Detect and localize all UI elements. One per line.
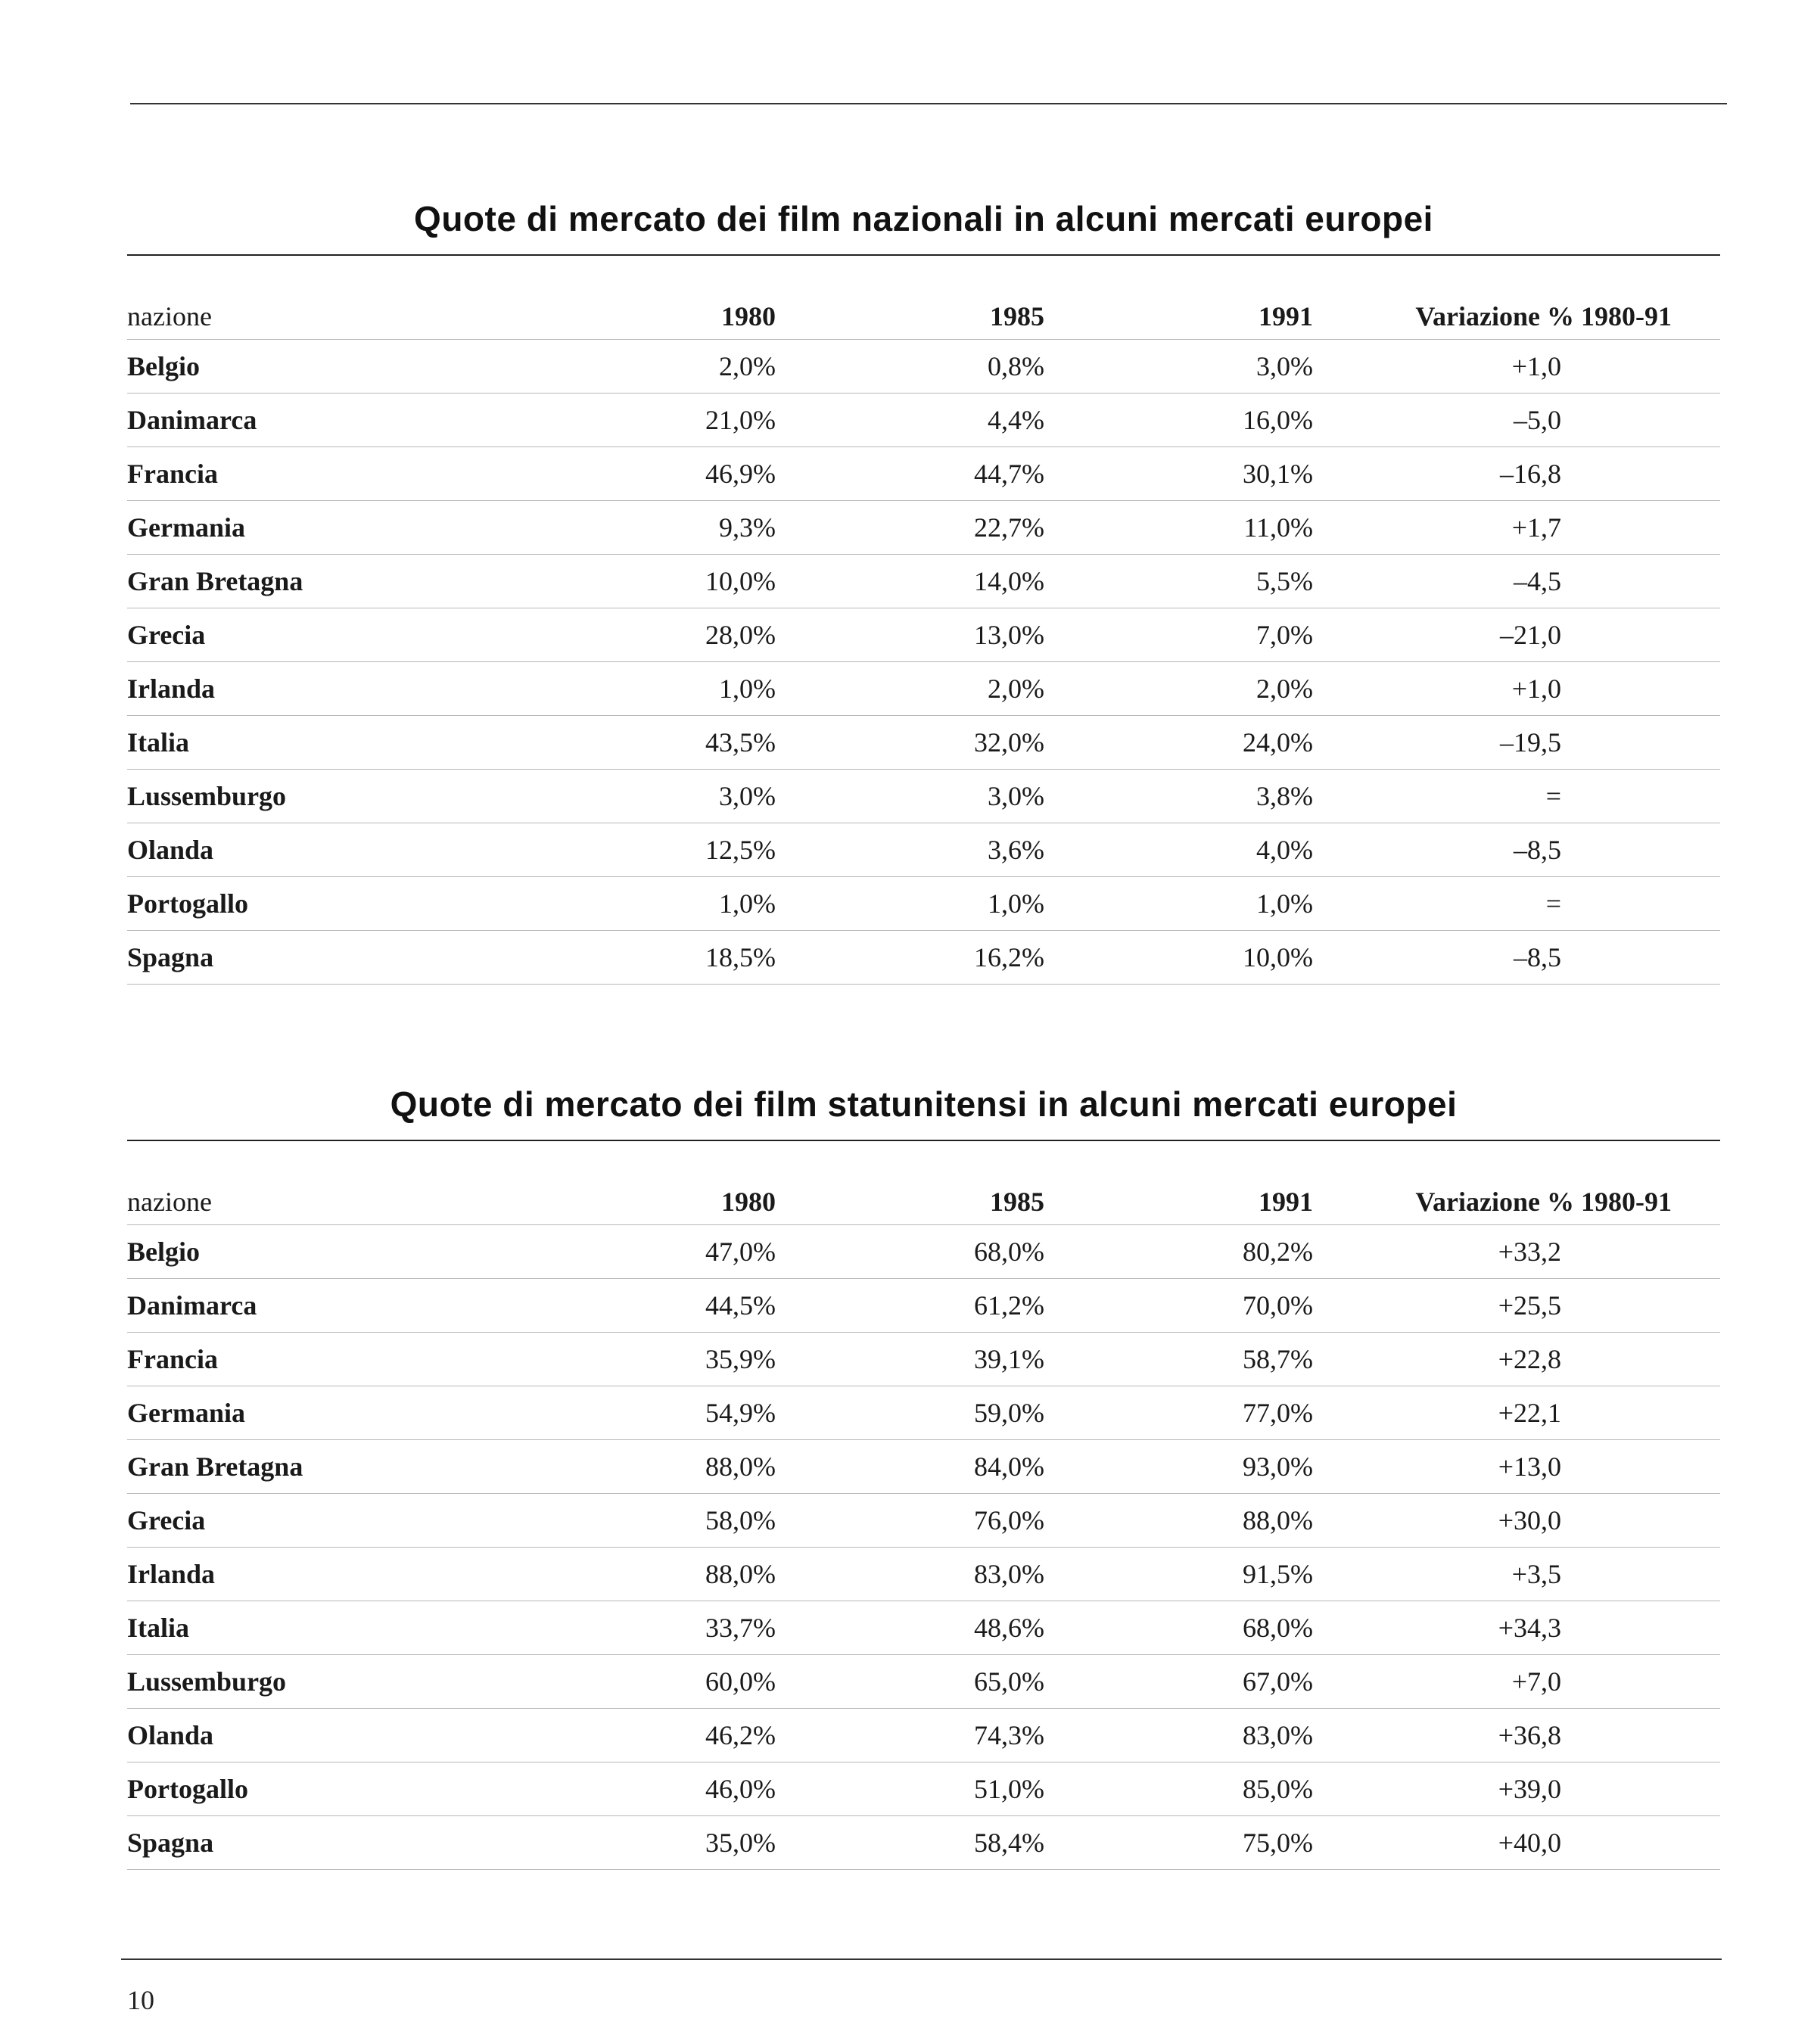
cell-1980: 60,0% (551, 1655, 820, 1709)
cell-1991: 30,1% (1088, 447, 1357, 501)
cell-1985: 32,0% (820, 716, 1088, 770)
cell-nazione: Irlanda (127, 662, 551, 716)
cell-variazione: +1,0 (1357, 662, 1720, 716)
table-row (127, 501, 1720, 555)
cell-nazione: Gran Bretagna (127, 555, 551, 608)
table-row (127, 1225, 1720, 1279)
table-row (127, 394, 1720, 447)
cell-1980: 10,0% (551, 555, 820, 608)
cell-1991: 3,8% (1088, 770, 1357, 823)
cell-1991: 88,0% (1088, 1494, 1357, 1548)
table-row (127, 1709, 1720, 1762)
cell-1991: 67,0% (1088, 1655, 1357, 1709)
cell-nazione: Spagna (127, 931, 551, 985)
cell-1991: 75,0% (1088, 1816, 1357, 1870)
cell-nazione: Germania (127, 1386, 551, 1440)
cell-variazione: +1,0 (1357, 340, 1720, 394)
cell-1980: 43,5% (551, 716, 820, 770)
cell-1980: 2,0% (551, 340, 820, 394)
cell-1985: 4,4% (820, 394, 1088, 447)
cell-1985: 59,0% (820, 1386, 1088, 1440)
table-row (127, 1548, 1720, 1601)
cell-1991: 24,0% (1088, 716, 1357, 770)
cell-variazione: +39,0 (1357, 1762, 1720, 1816)
header-nazione: nazione (127, 1179, 551, 1225)
cell-1985: 13,0% (820, 608, 1088, 662)
cell-1980: 9,3% (551, 501, 820, 555)
table-row (127, 1333, 1720, 1386)
cell-1991: 77,0% (1088, 1386, 1357, 1440)
cell-variazione: = (1357, 770, 1720, 823)
cell-1991: 4,0% (1088, 823, 1357, 877)
bottom-rule (121, 1958, 1722, 1960)
cell-1991: 93,0% (1088, 1440, 1357, 1494)
cell-variazione: +34,3 (1357, 1601, 1720, 1655)
cell-1991: 80,2% (1088, 1225, 1357, 1279)
header-1980: 1980 (551, 1179, 820, 1225)
cell-1985: 22,7% (820, 501, 1088, 555)
cell-1980: 1,0% (551, 662, 820, 716)
cell-nazione: Grecia (127, 1494, 551, 1548)
cell-1985: 61,2% (820, 1279, 1088, 1333)
table-row (127, 1279, 1720, 1333)
cell-nazione: Olanda (127, 1709, 551, 1762)
cell-1985: 65,0% (820, 1655, 1088, 1709)
cell-1980: 47,0% (551, 1225, 820, 1279)
cell-variazione: –19,5 (1357, 716, 1720, 770)
cell-1991: 68,0% (1088, 1601, 1357, 1655)
cell-1991: 70,0% (1088, 1279, 1357, 1333)
table-title-us: Quote di mercato dei film statunitensi in alcuni mercati europei (390, 1084, 1458, 1124)
cell-variazione: = (1357, 877, 1720, 931)
cell-1985: 3,0% (820, 770, 1088, 823)
cell-variazione: –8,5 (1357, 931, 1720, 985)
cell-nazione: Lussemburgo (127, 1655, 551, 1709)
cell-variazione: +1,7 (1357, 501, 1720, 555)
cell-variazione: +13,0 (1357, 1440, 1720, 1494)
table-row (127, 877, 1720, 931)
table-row (127, 931, 1720, 985)
table-body (127, 1225, 1720, 1870)
cell-1980: 54,9% (551, 1386, 820, 1440)
cell-1980: 18,5% (551, 931, 820, 985)
table-header-row (127, 294, 1720, 340)
cell-1980: 35,9% (551, 1333, 820, 1386)
cell-1980: 88,0% (551, 1440, 820, 1494)
page-number: 10 (127, 1985, 154, 2015)
cell-1985: 44,7% (820, 447, 1088, 501)
title-rule (127, 1140, 1720, 1141)
cell-1991: 83,0% (1088, 1709, 1357, 1762)
table-row (127, 770, 1720, 823)
table-row (127, 340, 1720, 394)
header-nazione: nazione (127, 294, 551, 340)
cell-nazione: Portogallo (127, 877, 551, 931)
cell-variazione: +22,8 (1357, 1333, 1720, 1386)
cell-1980: 21,0% (551, 394, 820, 447)
table-row (127, 1440, 1720, 1494)
header-variazione: Variazione % 1980-91 (1357, 1179, 1720, 1225)
cell-1991: 10,0% (1088, 931, 1357, 985)
cell-nazione: Danimarca (127, 1279, 551, 1333)
cell-1980: 33,7% (551, 1601, 820, 1655)
cell-1985: 48,6% (820, 1601, 1088, 1655)
cell-1985: 14,0% (820, 555, 1088, 608)
cell-nazione: Belgio (127, 1225, 551, 1279)
cell-nazione: Irlanda (127, 1548, 551, 1601)
cell-variazione: +36,8 (1357, 1709, 1720, 1762)
table-section-us (127, 1081, 1720, 1870)
top-rule (130, 103, 1727, 104)
cell-1991: 5,5% (1088, 555, 1357, 608)
cell-1985: 58,4% (820, 1816, 1088, 1870)
market-share-table-us (127, 1179, 1720, 1870)
cell-variazione: +22,1 (1357, 1386, 1720, 1440)
table-row (127, 662, 1720, 716)
cell-1980: 1,0% (551, 877, 820, 931)
cell-1985: 68,0% (820, 1225, 1088, 1279)
cell-1991: 3,0% (1088, 340, 1357, 394)
cell-1991: 11,0% (1088, 501, 1357, 555)
table-row (127, 608, 1720, 662)
cell-1985: 1,0% (820, 877, 1088, 931)
cell-nazione: Germania (127, 501, 551, 555)
cell-1985: 51,0% (820, 1762, 1088, 1816)
cell-1991: 1,0% (1088, 877, 1357, 931)
cell-1980: 88,0% (551, 1548, 820, 1601)
cell-variazione: –4,5 (1357, 555, 1720, 608)
cell-1980: 46,0% (551, 1762, 820, 1816)
cell-variazione: +33,2 (1357, 1225, 1720, 1279)
cell-variazione: +3,5 (1357, 1548, 1720, 1601)
cell-variazione: +30,0 (1357, 1494, 1720, 1548)
cell-1985: 2,0% (820, 662, 1088, 716)
cell-1985: 84,0% (820, 1440, 1088, 1494)
cell-1985: 83,0% (820, 1548, 1088, 1601)
cell-1980: 3,0% (551, 770, 820, 823)
cell-nazione: Gran Bretagna (127, 1440, 551, 1494)
table-section-national (127, 195, 1720, 985)
cell-1980: 44,5% (551, 1279, 820, 1333)
cell-1980: 35,0% (551, 1816, 820, 1870)
cell-nazione: Olanda (127, 823, 551, 877)
cell-variazione: –5,0 (1357, 394, 1720, 447)
cell-nazione: Grecia (127, 608, 551, 662)
table-row (127, 1494, 1720, 1548)
table-row (127, 1762, 1720, 1816)
cell-1991: 7,0% (1088, 608, 1357, 662)
cell-1985: 76,0% (820, 1494, 1088, 1548)
header-variazione: Variazione % 1980-91 (1357, 294, 1720, 340)
cell-nazione: Lussemburgo (127, 770, 551, 823)
cell-1991: 2,0% (1088, 662, 1357, 716)
cell-variazione: –8,5 (1357, 823, 1720, 877)
cell-variazione: +40,0 (1357, 1816, 1720, 1870)
cell-nazione: Italia (127, 1601, 551, 1655)
table-body (127, 340, 1720, 985)
table-row (127, 1601, 1720, 1655)
cell-1980: 12,5% (551, 823, 820, 877)
cell-nazione: Portogallo (127, 1762, 551, 1816)
cell-nazione: Danimarca (127, 394, 551, 447)
cell-1985: 3,6% (820, 823, 1088, 877)
header-1985: 1985 (820, 1179, 1088, 1225)
cell-nazione: Spagna (127, 1816, 551, 1870)
table-row (127, 1386, 1720, 1440)
cell-1991: 85,0% (1088, 1762, 1357, 1816)
cell-variazione: –21,0 (1357, 608, 1720, 662)
header-1991: 1991 (1088, 294, 1357, 340)
cell-nazione: Italia (127, 716, 551, 770)
table-row (127, 1816, 1720, 1870)
cell-1985: 16,2% (820, 931, 1088, 985)
cell-nazione: Francia (127, 447, 551, 501)
table-title-national: Quote di mercato dei film nazionali in alcuni mercati europei (414, 199, 1433, 238)
table-row (127, 716, 1720, 770)
table-row (127, 555, 1720, 608)
header-1980: 1980 (551, 294, 820, 340)
cell-nazione: Belgio (127, 340, 551, 394)
cell-1985: 39,1% (820, 1333, 1088, 1386)
cell-1980: 28,0% (551, 608, 820, 662)
cell-1991: 91,5% (1088, 1548, 1357, 1601)
cell-variazione: +7,0 (1357, 1655, 1720, 1709)
table-row (127, 447, 1720, 501)
header-1985: 1985 (820, 294, 1088, 340)
market-share-table-national (127, 294, 1720, 985)
cell-1985: 0,8% (820, 340, 1088, 394)
title-rule (127, 254, 1720, 256)
cell-variazione: –16,8 (1357, 447, 1720, 501)
table-header-row (127, 1179, 1720, 1225)
cell-1980: 58,0% (551, 1494, 820, 1548)
table-row (127, 1655, 1720, 1709)
cell-1991: 16,0% (1088, 394, 1357, 447)
cell-1985: 74,3% (820, 1709, 1088, 1762)
cell-nazione: Francia (127, 1333, 551, 1386)
cell-1980: 46,9% (551, 447, 820, 501)
cell-1980: 46,2% (551, 1709, 820, 1762)
header-1991: 1991 (1088, 1179, 1357, 1225)
cell-1991: 58,7% (1088, 1333, 1357, 1386)
table-row (127, 823, 1720, 877)
cell-variazione: +25,5 (1357, 1279, 1720, 1333)
